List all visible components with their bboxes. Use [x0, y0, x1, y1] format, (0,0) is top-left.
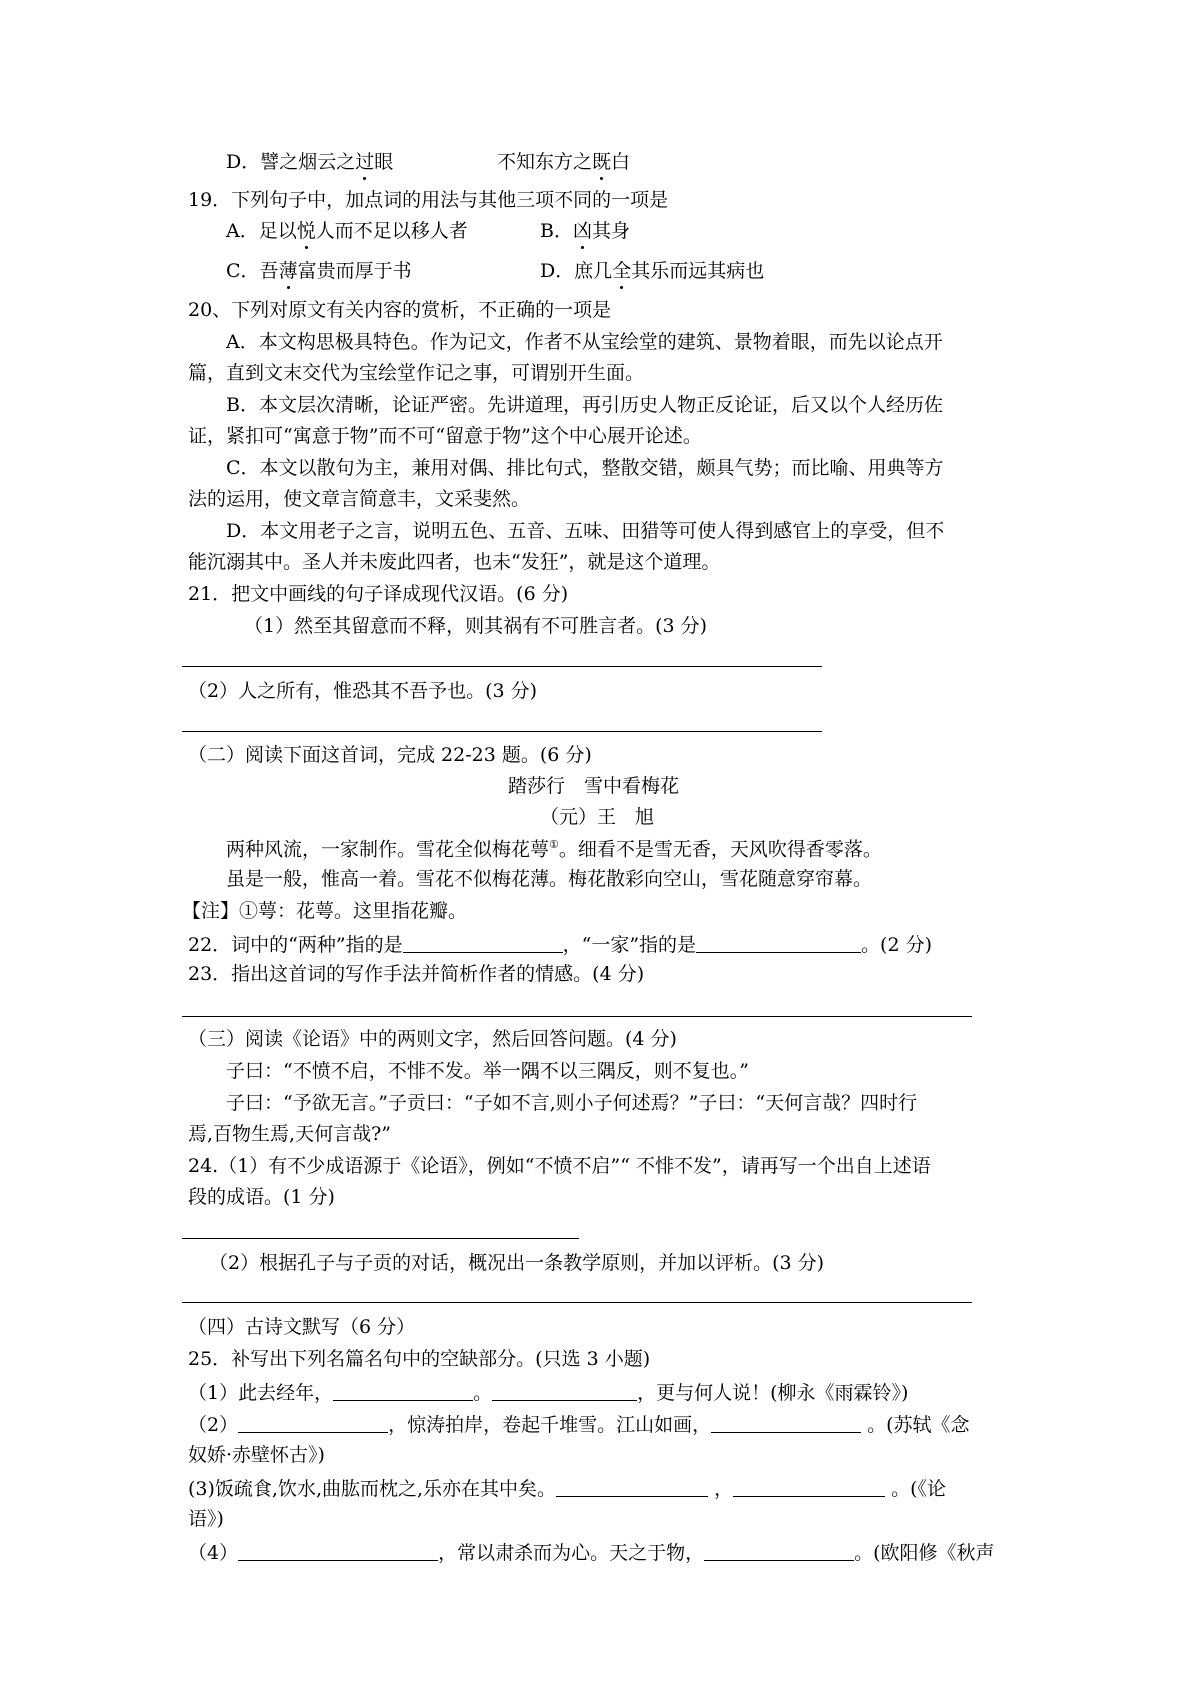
section-2-heading: （二）阅读下面这首词，完成 22-23 题。(6 分): [188, 744, 592, 766]
q25-item-2: （2） ，惊涛拍岸，卷起千堆雪。江山如画， 。(苏轼《念: [188, 1414, 970, 1436]
poem-line-2: 虽是一般，惟高一着。雪花不似梅花薄。梅花散彩向空山，雪花随意穿帘幕。: [226, 868, 873, 890]
poem-author: （元）王 旭: [540, 806, 655, 828]
q20-option-b-line1: B．本文层次清晰，论证严密。先讲道理，再引历史人物正反论证，后又以个人经历佐: [226, 394, 943, 416]
analects-passage-1: 子曰：“不愤不启，不悱不发。举一隅不以三隅反，则不复也。”: [226, 1060, 749, 1082]
answer-line[interactable]: [182, 1238, 579, 1239]
q18-option-d: D．譬之烟云之过眼: [226, 151, 394, 173]
q24-part1-line2: 段的成语。(1 分): [188, 1186, 335, 1208]
answer-line[interactable]: [182, 1016, 972, 1017]
q20-option-d-line1: D．本文用老子之言，说明五色、五音、五味、田猎等可使人得到感官上的享受，但不: [226, 520, 945, 542]
footnote-mark: ①: [549, 838, 559, 851]
q24-part1-line1: 24.（1）有不少成语源于《论语》，例如“不愤不启”“ 不悱不发”，请再写一个出自上述语: [188, 1155, 931, 1177]
fill-blank[interactable]: [238, 1414, 388, 1433]
analects-passage-2-line2: 焉,百物生焉,天何言哉?”: [188, 1123, 391, 1145]
q20-option-a-line2: 篇，直到文末交代为宝绘堂作记之事，可谓别开生面。: [188, 362, 645, 384]
poem-note: 【注】①萼：花萼。这里指花瓣。: [182, 900, 468, 922]
q20-option-c-line1: C．本文以散句为主，兼用对偶、排比句式，整散交错，颇具气势；而比喻、用典等方: [226, 457, 944, 479]
dotted-char: 全: [612, 260, 632, 282]
q20-option-c-line2: 法的运用，使文章言简意丰，文采斐然。: [188, 488, 531, 510]
dotted-char: 凶: [572, 220, 592, 242]
q25-item-3-cont: 语》): [188, 1508, 224, 1530]
dotted-char: 既: [592, 151, 612, 173]
q21-stem: 21．把文中画线的句子译成现代汉语。(6 分): [188, 583, 569, 605]
fill-blank[interactable]: [696, 934, 861, 953]
q23-stem: 23．指出这首词的写作手法并简析作者的情感。(4 分): [188, 963, 645, 985]
dotted-char: 过: [355, 151, 375, 173]
fill-blank[interactable]: [704, 1542, 854, 1561]
section-3-heading: （三）阅读《论语》中的两则文字，然后回答问题。(4 分): [188, 1028, 677, 1050]
analects-passage-2-line1: 子曰：“予欲无言。”子贡曰：“子如不言,则小子何述焉？”子曰：“天何言哉？四时行: [226, 1092, 918, 1114]
q21-sentence-1: （1）然至其留意而不释，则其祸有不可胜言者。(3 分): [244, 615, 708, 637]
answer-line[interactable]: [182, 666, 822, 667]
fill-blank[interactable]: [711, 1414, 861, 1433]
q19-option-c: C．吾薄富贵而厚于书: [226, 260, 412, 282]
fill-blank[interactable]: [733, 1478, 885, 1497]
q20-option-b-line2: 证，紧扣可“寓意于物”而不可“留意于物”这个中心展开论述。: [188, 425, 702, 447]
poem-title: 踏莎行 雪中看梅花: [508, 775, 680, 797]
q22: 22．词中的“两种”指的是 ，“一家”指的是 。(2 分): [188, 934, 933, 956]
dotted-char: 悦: [296, 220, 316, 242]
option-label: D．: [226, 151, 261, 173]
answer-line[interactable]: [182, 731, 822, 732]
q25-item-4: （4） ，常以肃杀而为心。天之于物， 。(欧阳修《秋声: [188, 1542, 995, 1564]
answer-line[interactable]: [182, 1302, 972, 1303]
q19-option-d: D．庶几全其乐而远其病也: [540, 260, 765, 282]
fill-blank[interactable]: [556, 1478, 708, 1497]
dotted-char: 薄: [278, 260, 298, 282]
fill-blank[interactable]: [238, 1542, 438, 1561]
fill-blank[interactable]: [492, 1382, 637, 1401]
q20-option-a-line1: A．本文构思极具特色。作为记文，作者不从宝绘堂的建筑、景物着眼，而先以论点开: [226, 331, 943, 353]
q19-option-a: A．足以悦人而不足以移人者: [226, 220, 468, 242]
fill-blank[interactable]: [333, 1382, 473, 1401]
q18-option-d-second: 不知东方之既白: [497, 151, 631, 173]
q19-stem: 19．下列句子中，加点词的用法与其他三项不同的一项是: [188, 189, 669, 211]
q19-option-b: B．凶其身: [540, 220, 630, 242]
q24-part2: （2）根据孔子与子贡的对话，概况出一条教学原则，并加以评析。(3 分): [209, 1252, 825, 1274]
q25-item-3: (3)饭疏食,饮水,曲肱而枕之,乐亦在其中矣。 ， 。(《论: [188, 1478, 947, 1500]
q25-item-1: （1）此去经年， 。 ，更与何人说！(柳永《雨霖铃》): [188, 1382, 909, 1404]
q20-stem: 20、下列对原文有关内容的赏析，不正确的一项是: [188, 299, 612, 321]
fill-blank[interactable]: [403, 934, 563, 953]
q25-item-2-cont: 奴娇·赤壁怀古》): [188, 1444, 325, 1466]
section-4-heading: （四）古诗文默写（6 分）: [188, 1316, 416, 1338]
poem-line-1: 两种风流，一家制作。雪花全似梅花萼①。细看不是雪无香，天风吹得香零落。: [226, 838, 882, 861]
q21-sentence-2: （2）人之所有，惟恐其不吾予也。(3 分): [188, 680, 538, 702]
q25-stem: 25．补写出下列名篇名句中的空缺部分。(只选 3 小题): [188, 1348, 651, 1370]
q20-option-d-line2: 能沉溺其中。圣人并未废此四者，也未“发狂”，就是这个道理。: [188, 551, 721, 573]
